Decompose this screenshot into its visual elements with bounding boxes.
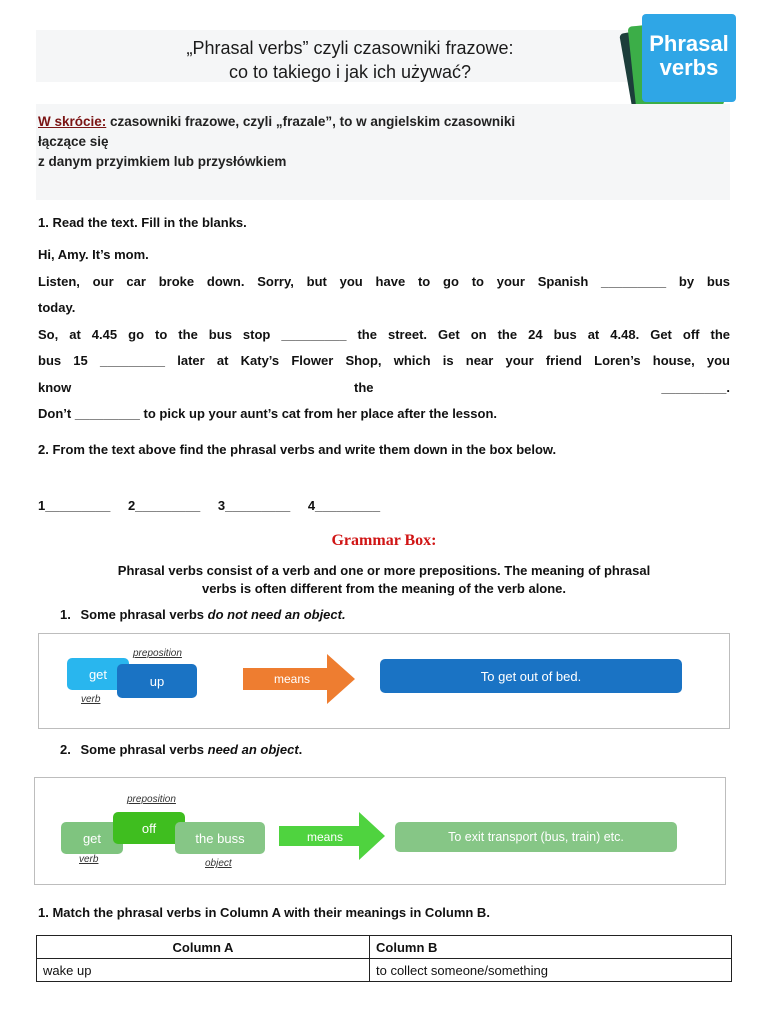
phrasal-verbs-logo [642,14,736,102]
exercise2-instruction: 2. From the text above find the phrasal verbs and write them down in the box below. [38,442,557,457]
point-text: Some phrasal verbs [80,742,208,757]
verb-pill: get [67,658,129,690]
exercise1-instruction: 1. Read the text. Fill in the blanks. [38,215,247,230]
logo-line-2: verbs [659,55,719,80]
text-line: Hi, Amy. It’s mom. [38,247,149,262]
point-number: 2. [60,742,71,757]
object-label: object [205,858,232,869]
logo-line-1: Phrasal [649,31,729,56]
preposition-label: preposition [133,648,182,659]
diagram-get-off [34,777,726,885]
point-text: Some phrasal verbs [80,607,208,622]
verb-label: verb [79,854,99,865]
summary-line-1: czasowniki frazowe, czyli „frazale”, to w angielskim czasowniki [106,114,516,129]
answer-blank-1[interactable]: 1_________ [38,498,111,513]
grammar-point-1 [60,607,346,622]
summary-text [38,112,718,172]
answer-blank-4[interactable]: 4_________ [307,498,381,513]
preposition-pill: up [117,664,197,698]
grammar-point-2 [60,742,302,757]
point-number: 1. [60,607,71,622]
summary-label: W skrócie: [38,114,107,129]
text-line: bus 15 _________ later at Katy’s Flower Shop, which is near your friend Loren’s house, you [38,353,730,368]
title-line-1: „Phrasal verbs” czyli czasowniki frazowe: [186,38,514,58]
column-b-header: Column B [370,936,732,959]
page-title [120,36,580,84]
table-cell: to collect someone/something [370,959,732,982]
preposition-label: preposition [127,794,176,805]
verb-pill: get [61,822,123,854]
the-word: the [354,379,374,395]
means-label: means [306,830,344,844]
diagram-get-up [38,633,730,729]
know-line [38,375,730,402]
answer-blanks [38,498,380,513]
answer-blank-2[interactable]: 2_________ [127,498,201,513]
know-word: know [38,379,72,395]
text-line: Listen, our car broke down. Sorry, but you have to go to your Spanish _________ by bus [38,273,730,289]
verb-label: verb [81,694,101,705]
meaning-box: To exit transport (bus, train) etc. [395,822,677,852]
blank: _________. [661,379,730,395]
title-line-2: co to takiego i jak ich używać? [228,62,472,82]
object-pill: the buss [175,822,265,854]
table-cell: wake up [37,959,370,982]
grammar-intro-line-1: Phrasal verbs consist of a verb and one or more prepositions. The meaning of phrasal [117,563,651,578]
exercise3-instruction: 1. Match the phrasal verbs in Column A with their meanings in Column B. [38,905,490,920]
preposition-pill: off [113,812,185,844]
means-label: means [273,672,311,686]
text-line: today. [38,300,76,315]
answer-blank-3[interactable]: 3_________ [217,498,291,513]
grammar-intro [36,562,732,598]
point-end: . [298,742,303,757]
matching-table [36,935,732,982]
meaning-box: To get out of bed. [380,659,682,693]
point-italic: need an object [207,742,299,757]
table-row [37,959,732,982]
grammar-intro-line-2: verbs is often different from the meaning of the verb alone. [201,581,567,596]
column-a-header: Column A [37,936,370,959]
text-line: Don’t _________ to pick up your aunt’s cat from her place after the lesson. [38,406,497,421]
summary-line-2: łączące się [38,134,109,149]
table-header-row [37,936,732,959]
exercise1-text [38,242,730,428]
summary-line-3: z danym przyimkiem lub przysłówkiem [38,154,287,169]
text-line: So, at 4.45 go to the bus stop _________ the street. Get on the 24 bus at 4.48. Get off the [38,326,730,342]
point-italic: do not need an object. [207,607,346,622]
grammar-box-title: Grammar Box: [331,532,437,549]
